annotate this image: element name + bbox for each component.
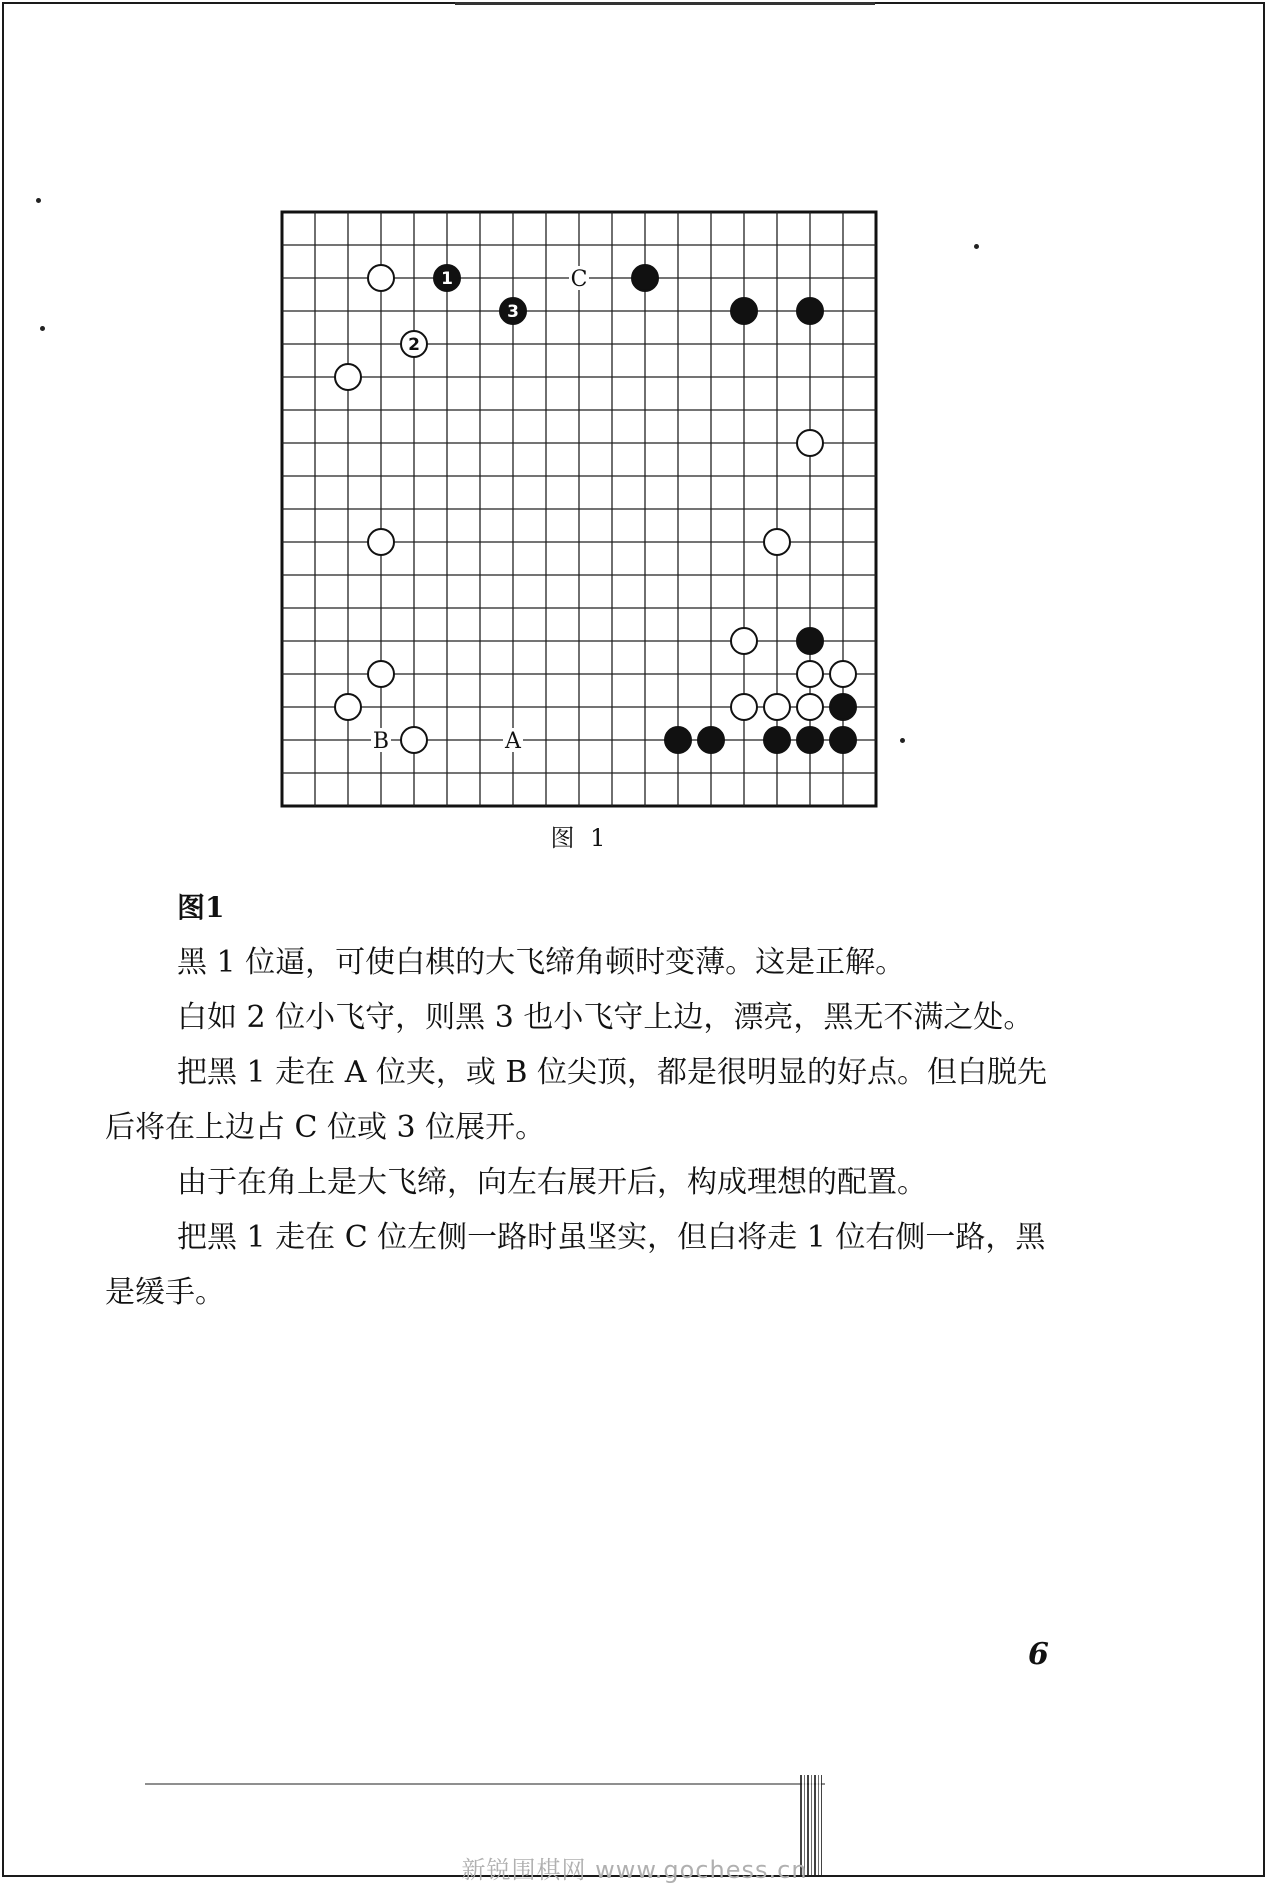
paragraph-5: 把黑 1 走在 C 位左侧一路时虽坚实，但白将走 1 位右侧一路，黑是缓手。 xyxy=(105,1220,1046,1310)
position-marker-b: B xyxy=(372,729,390,754)
white-stone xyxy=(368,661,394,687)
stone-move-number: 3 xyxy=(507,302,519,322)
scan-speck xyxy=(974,244,979,249)
white-stone xyxy=(368,265,394,291)
page-number: 6 xyxy=(1028,1637,1049,1672)
white-stone xyxy=(830,661,856,687)
black-stone xyxy=(797,628,823,654)
scan-speck xyxy=(36,198,41,203)
black-stone xyxy=(830,694,856,720)
black-stone xyxy=(632,265,658,291)
black-stone xyxy=(698,727,724,753)
black-stone xyxy=(665,727,691,753)
scan-speck xyxy=(900,738,905,743)
white-stone xyxy=(797,430,823,456)
article-heading: 图1 xyxy=(177,891,225,924)
board-grid xyxy=(282,212,876,806)
white-stone xyxy=(335,364,361,390)
stone-move-number: 1 xyxy=(441,269,453,289)
white-stone xyxy=(797,694,823,720)
black-stone xyxy=(830,727,856,753)
position-marker-c: C xyxy=(570,267,588,292)
paragraph-1: 黑 1 位逼，可使白棋的大飞缔角顿时变薄。这是正解。 xyxy=(177,945,906,980)
paragraph-3: 把黑 1 走在 A 位夹，或 B 位尖顶，都是很明显的好点。但白脱先后将在上边占 C 位或 3 位展开。 xyxy=(105,1055,1048,1145)
top-scan-rule xyxy=(455,2,875,5)
white-stone xyxy=(797,661,823,687)
stone-move-number: 2 xyxy=(408,335,420,355)
paragraph-4: 由于在角上是大飞缔，向左右展开后，构成理想的配置。 xyxy=(177,1165,927,1200)
watermark: 新锐围棋网 www.gochess.cn xyxy=(461,1856,808,1884)
black-stone xyxy=(797,727,823,753)
position-marker-a: A xyxy=(505,729,521,754)
article-body xyxy=(105,880,1055,1320)
paragraph-2: 白如 2 位小飞守，则黑 3 也小飞守上边，漂亮，黑无不满之处。 xyxy=(177,1000,1034,1035)
black-stone xyxy=(764,727,790,753)
black-stone xyxy=(797,298,823,324)
figure-caption: 图 1 xyxy=(550,824,610,852)
black-stone xyxy=(731,298,757,324)
go-board-diagram xyxy=(270,200,890,810)
white-stone xyxy=(401,727,427,753)
white-stone xyxy=(731,628,757,654)
white-stone xyxy=(731,694,757,720)
scan-speck xyxy=(40,326,45,331)
bottom-scan-rule xyxy=(145,1783,825,1785)
white-stone xyxy=(335,694,361,720)
white-stone xyxy=(764,529,790,555)
white-stone xyxy=(368,529,394,555)
white-stone xyxy=(764,694,790,720)
